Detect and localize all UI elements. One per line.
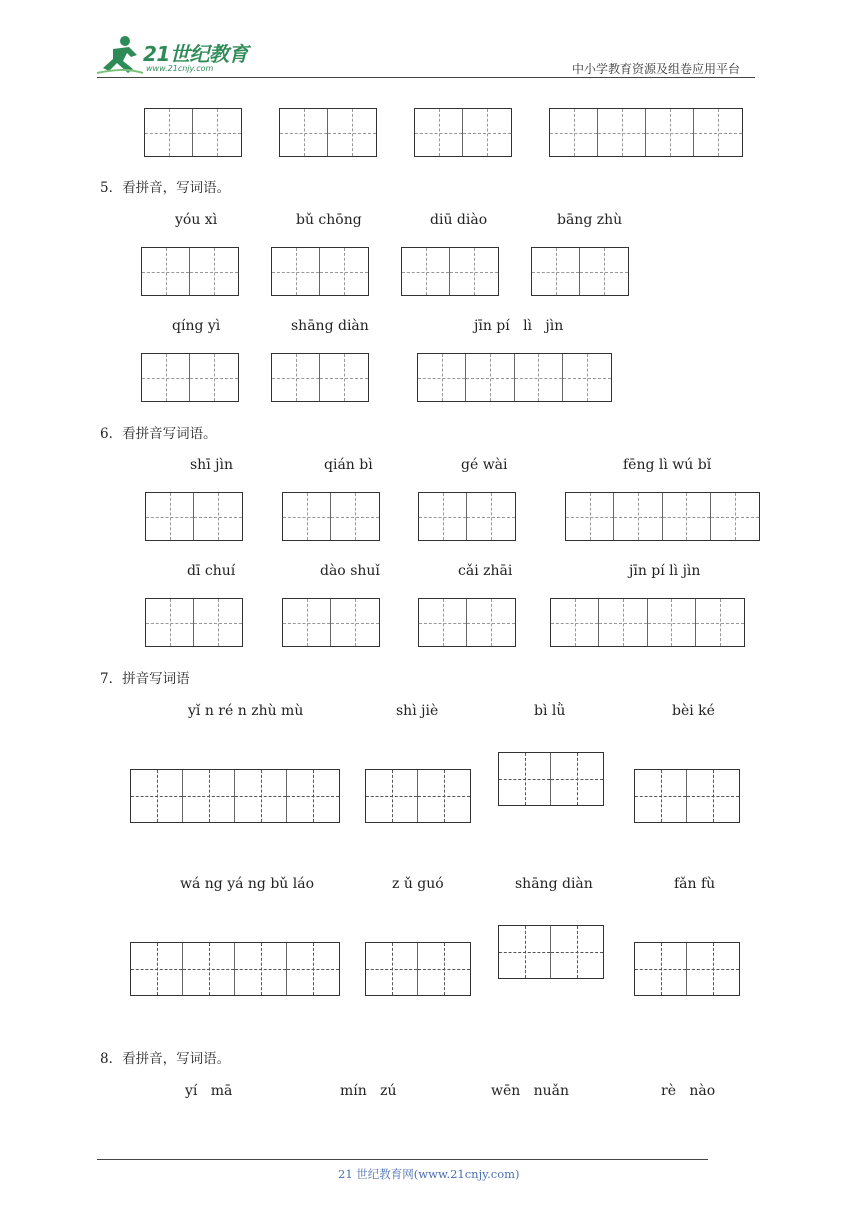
header-platform-text: 中小学教育资源及组卷应用平台 (572, 62, 741, 76)
writing-grid[interactable] (145, 492, 243, 541)
pinyin-label: yí mā (185, 1083, 233, 1099)
pinyin-label: diū diào (430, 212, 488, 228)
pinyin-label: bì lǜ (534, 703, 566, 719)
pinyin-label: dào shuǐ (320, 563, 380, 579)
logo-text: 21世纪教育 (143, 42, 248, 66)
question-8-title: 8．看拼音，写词语。 (100, 1051, 231, 1067)
writing-grid[interactable] (144, 108, 242, 157)
writing-grid[interactable] (401, 247, 499, 296)
writing-grid[interactable] (282, 492, 380, 541)
pinyin-label: wēn nuǎn (491, 1083, 570, 1099)
writing-grid[interactable] (271, 247, 369, 296)
writing-grid[interactable] (417, 353, 612, 402)
writing-grid[interactable] (414, 108, 512, 157)
pinyin-label: rè nào (661, 1083, 716, 1099)
pinyin-label: bǔ chōng (296, 212, 362, 228)
writing-grid[interactable] (549, 108, 743, 157)
pinyin-label: dī chuí (187, 563, 236, 579)
writing-grid[interactable] (141, 247, 239, 296)
writing-grid[interactable] (365, 769, 471, 823)
pinyin-label: shāng diàn (515, 876, 593, 892)
writing-grid[interactable] (634, 942, 740, 996)
pinyin-label: qíng yì (172, 318, 221, 334)
writing-grid[interactable] (145, 598, 243, 647)
writing-grid[interactable] (565, 492, 760, 541)
pinyin-label: z ǔ guó (392, 876, 444, 892)
writing-grid[interactable] (271, 353, 369, 402)
pinyin-label: bèi ké (672, 703, 715, 719)
pinyin-label: fēng lì wú bǐ (623, 457, 712, 473)
pinyin-label: shì jiè (396, 703, 439, 719)
logo-url: www.21cnjy.com (146, 64, 214, 73)
writing-grid[interactable] (531, 247, 629, 296)
question-5-title: 5．看拼音，写词语。 (100, 180, 231, 196)
footer-text: 21 世纪教育网(www.21cnjy.com) (338, 1167, 520, 1181)
pinyin-label: shī jìn (190, 457, 233, 473)
writing-grid[interactable] (550, 598, 745, 647)
pinyin-label: jīn pí lì jìn (474, 318, 564, 334)
question-7-title: 7．拼音写词语 (100, 671, 190, 687)
header-divider (97, 77, 755, 78)
pinyin-label: gé wài (461, 457, 508, 473)
pinyin-label: fǎn fù (674, 876, 716, 892)
pinyin-label: wá ng yá ng bǔ láo (180, 876, 315, 892)
writing-grid[interactable] (634, 769, 740, 823)
pinyin-label: yóu xì (175, 212, 218, 228)
writing-grid[interactable] (498, 925, 604, 979)
writing-grid[interactable] (279, 108, 377, 157)
writing-grid[interactable] (418, 492, 516, 541)
pinyin-label: shāng diàn (291, 318, 369, 334)
footer-divider (97, 1159, 708, 1160)
pinyin-label: bāng zhù (557, 212, 623, 228)
writing-grid[interactable] (282, 598, 380, 647)
pinyin-label: cǎi zhāi (458, 563, 513, 579)
writing-grid[interactable] (130, 769, 340, 823)
writing-grid[interactable] (498, 752, 604, 806)
pinyin-label: yǐ n ré n zhù mù (188, 703, 304, 719)
pinyin-label: jīn pí lì jìn (629, 563, 701, 579)
question-6-title: 6．看拼音写词语。 (100, 426, 217, 442)
writing-grid[interactable] (365, 942, 471, 996)
writing-grid[interactable] (141, 353, 239, 402)
writing-grid[interactable] (130, 942, 340, 996)
writing-grid[interactable] (418, 598, 516, 647)
pinyin-label: mín zú (340, 1083, 397, 1099)
pinyin-label: qián bì (324, 457, 373, 473)
